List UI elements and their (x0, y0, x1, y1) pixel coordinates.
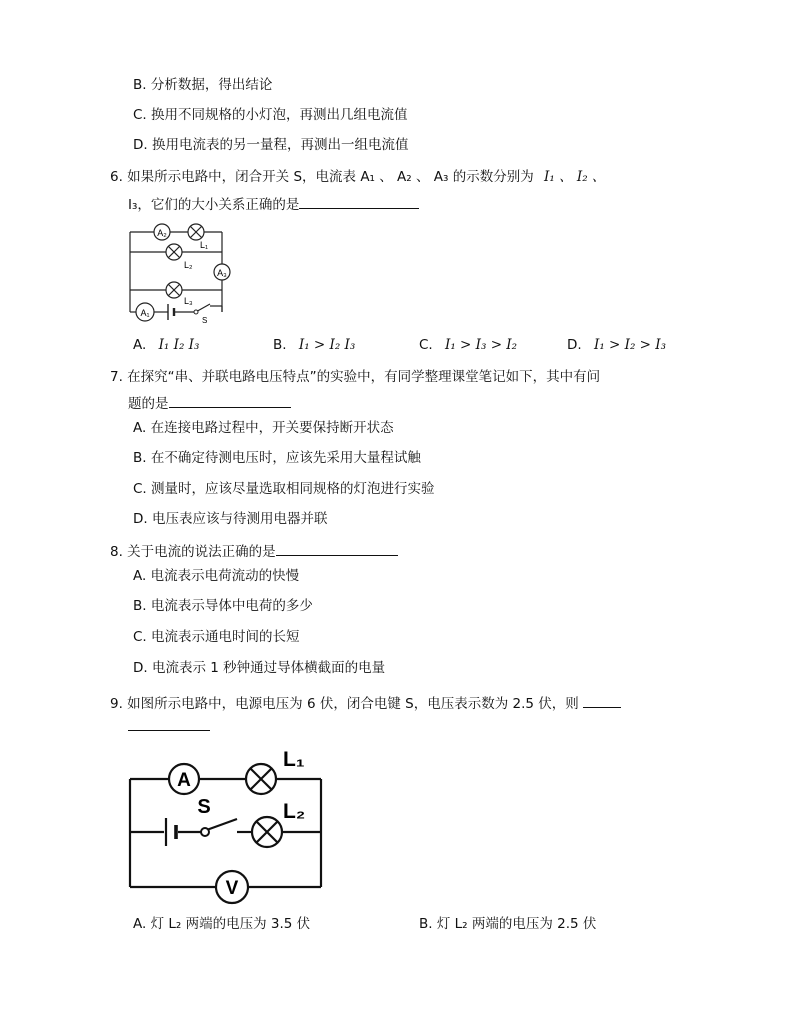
q6-option-d (567, 336, 666, 354)
q9-stem (110, 693, 621, 713)
lamp-l1-label: L₁ (283, 748, 305, 771)
lamp-l1-label: L₁ (200, 240, 209, 250)
q8-option-c: C. 电流表示通电时间的长短 (133, 629, 300, 645)
ammeter-a3-label: A₃ (217, 268, 227, 278)
q8-stem-text: 8. 关于电流的说法正确的是 (110, 544, 276, 560)
switch-icon (201, 819, 237, 836)
q9-circuit-diagram (126, 748, 326, 899)
q8-option-a: A. 电流表示电荷流动的快慢 (133, 568, 300, 584)
switch-label: S (197, 796, 211, 818)
q8-stem (110, 541, 398, 561)
lamp-l2-label: L₂ (283, 800, 306, 823)
q5-option-b: B. 分析数据，得出结论 (133, 77, 273, 93)
q6-option-c-text: I₁ > I₃ > I₂ (445, 337, 518, 353)
q7-option-d: D. 电压表应该与待测用电器并联 (133, 511, 328, 527)
ammeter-a1-label: A₁ (140, 308, 150, 318)
q9-option-a: A. 灯 L₂ 两端的电压为 3.5 伏 (133, 916, 311, 932)
q5-option-d: D. 换用电流表的另一量程，再测出一组电流值 (133, 137, 409, 153)
q6-option-c (419, 336, 517, 354)
q7-option-b: B. 在不确定待测电压时，应该先采用大量程试触 (133, 450, 421, 466)
lamp-l2-icon (166, 244, 182, 260)
q6-option-a-text: I₁ I₂ I₃ (158, 337, 200, 353)
answer-blank-q9-continued[interactable] (128, 730, 210, 731)
q9-option-b: B. 灯 L₂ 两端的电压为 2.5 伏 (419, 916, 597, 932)
ammeter-label: A (177, 770, 191, 791)
q5-option-c: C. 换用不同规格的小灯泡，再测出几组电流值 (133, 107, 408, 123)
q7-stem-line2-text: 题的是 (128, 396, 169, 412)
q7-option-c: C. 测量时，应该尽量选取相同规格的灯泡进行实验 (133, 481, 435, 497)
q6-option-b-text: I₁ > I₂ I₃ (298, 337, 356, 353)
q8-option-b: B. 电流表示导体中电荷的多少 (133, 598, 313, 614)
q7-option-a: A. 在连接电路过程中，开关要保持断开状态 (133, 420, 394, 436)
q6-stem-line1 (110, 168, 605, 186)
q6-option-b-label: B. (273, 337, 287, 353)
q6-stem-line2 (128, 194, 419, 214)
q6-option-c-label: C. (419, 337, 433, 353)
q6-option-a (133, 336, 199, 354)
answer-blank-q7[interactable] (169, 393, 291, 408)
lamp-l2-icon (252, 817, 282, 847)
battery-icon (168, 304, 174, 320)
answer-blank-q9[interactable] (583, 693, 621, 708)
q9-stem-text: 9. 如图所示电路中，电源电压为 6 伏，闭合电键 S，电压表示数为 2.5 伏，则 (110, 696, 579, 712)
switch-label: S (202, 316, 208, 325)
q8-option-d: D. 电流表示 1 秒钟通过导体横截面的电量 (133, 660, 386, 676)
switch-icon (194, 304, 210, 314)
q6-option-a-label: A. (133, 337, 147, 353)
q6-circuit-diagram (124, 218, 244, 323)
ammeter-a2-label: A₂ (157, 228, 167, 238)
answer-blank-q8[interactable] (276, 541, 398, 556)
q7-stem-line2 (128, 393, 291, 413)
q6-stem-line2-text: I₃，它们的大小关系正确的是 (128, 197, 300, 213)
lamp-l3-label: L₃ (184, 296, 193, 306)
q6-stem-text: 6. 如果所示电路中，闭合开关 S，电流表 A₁ 、 A₂ 、 A₃ 的示数分别为 (110, 169, 534, 185)
lamp-l1-icon (188, 224, 204, 240)
lamp-l2-label: L₂ (184, 260, 193, 270)
q7-stem-line1: 7. 在探究“串、并联电路电压特点”的实验中，有同学整理课堂笔记如下，其中有问 (110, 369, 601, 385)
q6-stem-vars: I₁ 、 I₂ 、 (544, 169, 606, 185)
q6-option-d-text: I₁ > I₂ > I₃ (593, 337, 667, 353)
voltmeter-label: V (225, 878, 239, 899)
battery-icon (166, 818, 176, 846)
lamp-l1-icon (246, 764, 276, 794)
answer-blank-q6[interactable] (299, 194, 419, 209)
q6-option-d-label: D. (567, 337, 582, 353)
lamp-l3-icon (166, 282, 182, 298)
q6-option-b (273, 336, 355, 354)
